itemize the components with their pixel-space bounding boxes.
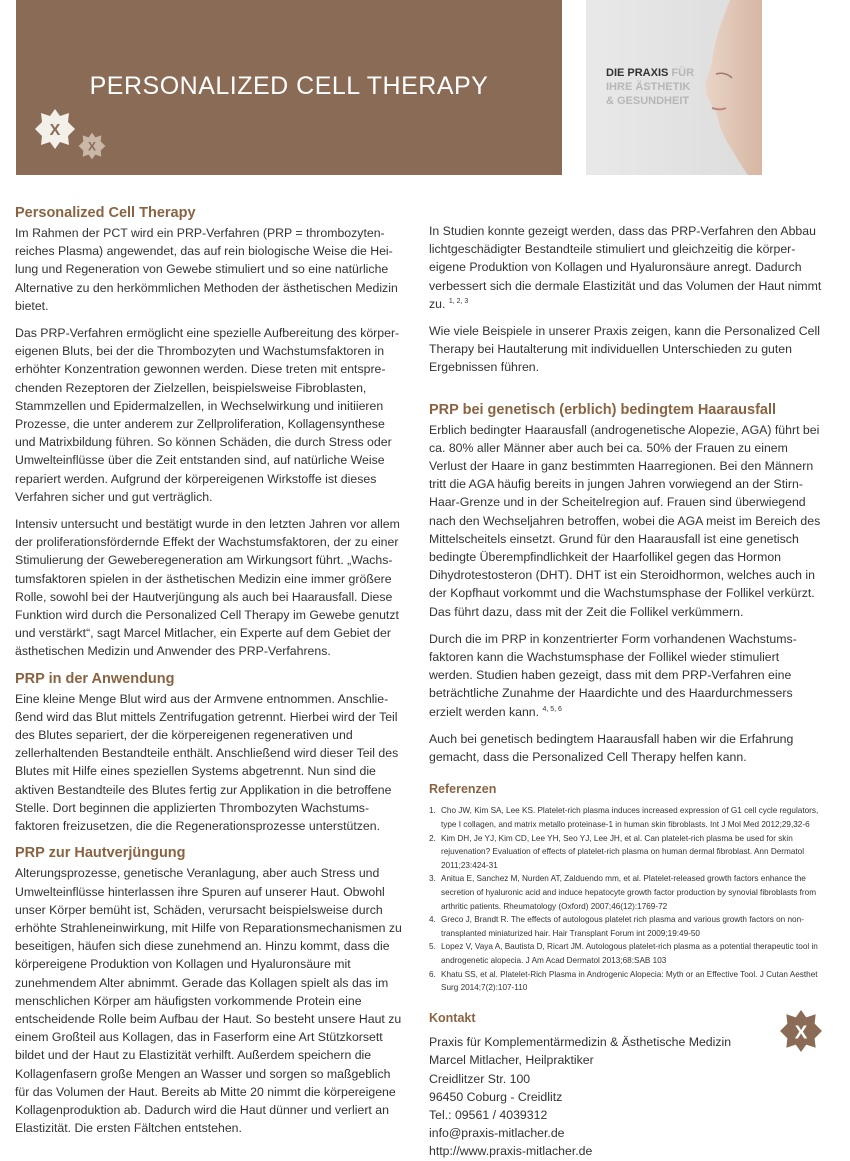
logo-letter-small: X xyxy=(87,139,97,154)
contact-practice: Praxis für Komplementärmedizin & Ästhetische Medizin xyxy=(429,1035,732,1050)
paragraph: Im Rahmen der PCT wird ein PRP-Verfahren (PRP = thrombozytenreiches Plasma) angewendet, das auf rein biologische Weise die Heilung und Regeneration von Gewebe stimuliert und so eine natürliche Alternative zu den herkömmlichen Methoden der ästhetischen Medizin bietet. xyxy=(15,226,398,313)
page-title: PERSONALIZED CELL THERAPY xyxy=(89,72,489,100)
section-heading-hautverjuengung: PRP zur Hautverjüngung xyxy=(15,845,186,862)
section-heading-anwendung: PRP in der Anwendung xyxy=(15,670,175,687)
right-column xyxy=(429,222,823,995)
paragraph xyxy=(429,630,823,721)
left-column xyxy=(15,204,407,1146)
reference-item xyxy=(429,968,823,995)
reference-number: 4. xyxy=(429,915,436,925)
references xyxy=(429,780,823,995)
promo-line1-light: FÜR xyxy=(671,67,695,79)
reference-number: 3. xyxy=(429,874,436,884)
contact-heading: Kontakt xyxy=(429,1011,476,1025)
promo-image xyxy=(586,0,762,175)
contact-website-link[interactable]: http://www.praxis-mitlacher.de xyxy=(429,1144,593,1159)
reference-number: 1. xyxy=(429,806,436,816)
promo-line1 xyxy=(606,66,694,80)
reference-text: Cho JW, Kim SA, Lee KS. Platelet-rich plasma induces increased expression of G1 cell cycle regulators, type I collagen, and matrix metallo proteinase-1 in human skin fibroblasts. Int J Mol Med 2012;29,32-6 xyxy=(441,806,819,830)
paragraph: Erblich bedingter Haarausfall (androgenetische Alopezie, AGA) führt bei ca. 80% aller Männer aber auch bei ca. 50% der Frauen zu einem Verlust der Haare in ganz bestimmten Haarregionen. Bei den Männern tritt die AGA häufig bereits in jungen Jahren vorwiegend an der Stirn-Haar-Grenze und in der Scheitelregion auf. Frauen sind überwiegend nach den Wechseljahren betroffen, wobei die AGA meist im Bereich des Mittelscheitels einsetzt. Grund für den Haarausfall ist eine genetisch bedingte Überempfindlichkeit der Haarfollikel gegen das Hormon Dihydrotestosteron (DHT). DHT ist ein Steroidhormon, welches auch in der Kopfhaut vorkommt und die Wachstumsphase der Follikel verkürzt. Das führt dazu, dass mit der Zeit die Follikel verkümmern. xyxy=(429,422,821,619)
logo-star-large xyxy=(34,108,76,150)
header-banner xyxy=(16,0,562,175)
references-list xyxy=(429,804,823,994)
paragraph: Das PRP-Verfahren ermöglicht eine spezielle Aufbereitung des körpereigenen Bluts, bei der die Thrombozyten und Wachstumsfaktoren in erhöhter Konzentration gewonnen werden. Diese treten mit entsprechenden Rezeptoren der Zielzellen, beispielsweise Fibroblasten, Stammzellen und Epidermalzellen, in Wechselwirkung und initiieren Prozesse, die unter anderem zur Zellproliferation, Kollagensynthese und Matrixbildung führen. So können Schäden, die durch Stress oder Umwelteinflüsse über die Zeit entstanden sind, auf natürliche Weise repariert werden. Aufgrund der körpereigenen Wirkstoffe ist dieses Verfahren sicher und gut verträglich. xyxy=(15,326,400,504)
reference-number: 2. xyxy=(429,833,436,843)
contact-city: 96450 Coburg - Creidlitz xyxy=(429,1089,563,1104)
paragraph: Intensiv untersucht und bestätigt wurde in den letzten Jahren vor allem der proliferationsfördernde Effekt der Wachstumsfaktoren, der zu einer Stimulierung der Geweberegeneration am Wirkungsort führt. „Wachstumsfaktoren spielen in der ästhetischen Medizin eine immer größere Rolle, sowohl bei der Hautverjüngung als auch bei Haarausfall. Diese Funktion wird durch die Personalized Cell Therapy im Gewebe genutzt und verstärkt“, sagt Marcel Mitlacher, ein Experte auf dem Gebiet der ästhetischen Medizin und Anwender des PRP-Verfahrens. xyxy=(15,517,400,659)
reference-item xyxy=(429,832,823,873)
paragraph: Eine kleine Menge Blut wird aus der Armvene entnommen. Anschließend wird das Blut mittels Zentrifugation getrennt. Hierbei wird der Teil des Blutes separiert, der die körpereigenen regenerativen und zellerhaltenden Bestandteile enthält. Anschließend wird dieser Teil des Blutes mit Hilfe eines speziellen Systems abgetrennt. Nun sind die aktiven Bestandteile des Blutes fertig zur Applikation in die betroffene Stelle. Dort beginnen die applizierten Thrombozyten Wachstumsfaktoren freizusetzen, die die Regenerationsprozesse unterstützen. xyxy=(15,691,399,834)
reference-item xyxy=(429,804,823,831)
reference-text: Lopez V, Vaya A, Bautista D, Ricart JM. Autologous platelet-rich plasma as a potential therapeutic tool in androgenetic alopecia. J Am Acad Dermatol 2013;68:SAB 103 xyxy=(441,942,818,966)
paragraph-text: Durch die im PRP in konzentrierter Form vorhandenen Wachstumsfaktoren kann die Wachstumsphase der Follikel wieder stimuliert werden. Studien haben gezeigt, dass mit dem PRP-Verfahren eine beträchtliche Zunahme der Haardichte und des Haardurchmessers erzielt werden kann. xyxy=(429,631,797,719)
promo-line1-dark: DIE PRAXIS xyxy=(606,67,669,79)
promo-line2: IHRE ÄSTHETIK xyxy=(606,81,691,93)
reference-number: 6. xyxy=(429,969,436,979)
logo-star-small xyxy=(78,132,106,160)
promo-text xyxy=(606,66,694,108)
references-heading: Referenzen xyxy=(429,782,497,797)
reference-item xyxy=(429,872,823,913)
promo-line3: & GESUNDHEIT xyxy=(606,95,690,107)
reference-text: Khatu SS, et al. Platelet-Rich Plasma in Androgenic Alopecia: Myth or an Effective Tool. J Cutan Aesthet Surg 2014;7(2):107-110 xyxy=(441,969,818,993)
logo-letter: X xyxy=(49,122,61,139)
reference-text: Greco J, Brandt R. The effects of autologous platelet rich plasma and various growth factors on non-transplanted miniaturized hair. Hair Transplant Forum int 2009;19:49-50 xyxy=(441,915,804,938)
contact-street: Creidlitzer Str. 100 xyxy=(429,1071,531,1086)
contact-logo-star xyxy=(779,1009,823,1053)
reference-item xyxy=(429,940,823,967)
reference-text: Kim DH, Je YJ, Kim CD, Lee YH, Seo YJ, Lee JH, et al. Can platelet-rich plasma be used for skin rejuvenation? Evaluation of effects of platelet-rich plasma on human dermal fibroblast. Ann Dermatol 2011;23:424-31 xyxy=(441,833,805,870)
reference-text: Anitua E, Sanchez M, Nurden AT, Zalduendo mm, et al. Platelet-released growth factors enhance the secretion of hyaluronic acid and induce hepatocyte growth factor production by synovial fibroblasts from arthritic patients. Rheumatology (Oxford) 2007;46(12):1769-72 xyxy=(441,874,817,911)
section-heading-haarausfall: PRP bei genetisch (erblich) bedingtem Haarausfall xyxy=(429,401,777,418)
contact-logo-letter: X xyxy=(794,1021,808,1043)
footnote-ref: 4, 5, 6 xyxy=(542,705,562,713)
paragraph: Auch bei genetisch bedingtem Haarausfall haben wir die Erfahrung gemacht, dass die Personalized Cell Therapy helfen kann. xyxy=(429,731,794,765)
contact-email-link[interactable]: info@praxis-mitlacher.de xyxy=(429,1126,565,1141)
paragraph-text: In Studien konnte gezeigt werden, dass das PRP-Verfahren den Abbau lichtgeschädigter Bestandteile stimuliert und gleichzeitig die körpereigene Produktion von Kollagen und Hyaluronsäure anregt. Dadurch verbessert sich die dermale Elastizität und das Volumen der Haut nimmt zu. xyxy=(429,224,822,311)
reference-number: 5. xyxy=(429,942,436,952)
reference-item xyxy=(429,913,823,940)
paragraph: Wie viele Beispiele in unserer Praxis zeigen, kann die Personalized Cell Therapy bei Hautalterung mit individuellen Unterschieden zu guten Ergebnissen führen. xyxy=(429,324,820,375)
paragraph xyxy=(429,222,823,313)
contact-block xyxy=(429,1009,823,1161)
contact-name: Marcel Mitlacher, Heilpraktiker xyxy=(429,1053,594,1068)
paragraph: Alterungsprozesse, genetische Veranlagung, aber auch Stress und Umwelteinflüsse hinterlassen ihre Spuren auf unserer Haut. Obwohl unser Körper bemüht ist, Schäden, verursacht beispielsweise durch erhöhte Strahleneinwirkung, mit Hilfe von Reparationsmechanismen zu beseitigen, häufen sich diese zunehmend an. Hinzu kommt, dass die körpereigene Produktion von Kollagen und Hyaluronsäure mit zunehmendem Alter abnimmt. Gerade das Kollagen spielt als das im menschlichen Körper am häufigsten vorkommende Protein eine entscheidende Rolle beim Aufbau der Haut. So besteht unsere Haut zu einem Großteil aus Kollagen, das in Faserform eine Art Stützkorsett bildet und der Haut zu Elastizität verhilft. Außerdem speichern die Kollagenfasern große Mengen an Wasser und sorgen so maßgeblich für das Volumen der Haut. Bereits ab Mitte 20 nimmt die körpereigene Kollagenproduktion ab. Dadurch wird die Haut dünner und verliert an Elastizität. Die ersten Fältchen entstehen. xyxy=(15,866,402,1136)
footnote-ref: 1, 2, 3 xyxy=(448,297,469,305)
section-heading-pct: Personalized Cell Therapy xyxy=(15,205,196,221)
contact-phone: Tel.: 09561 / 4039312 xyxy=(429,1108,548,1123)
